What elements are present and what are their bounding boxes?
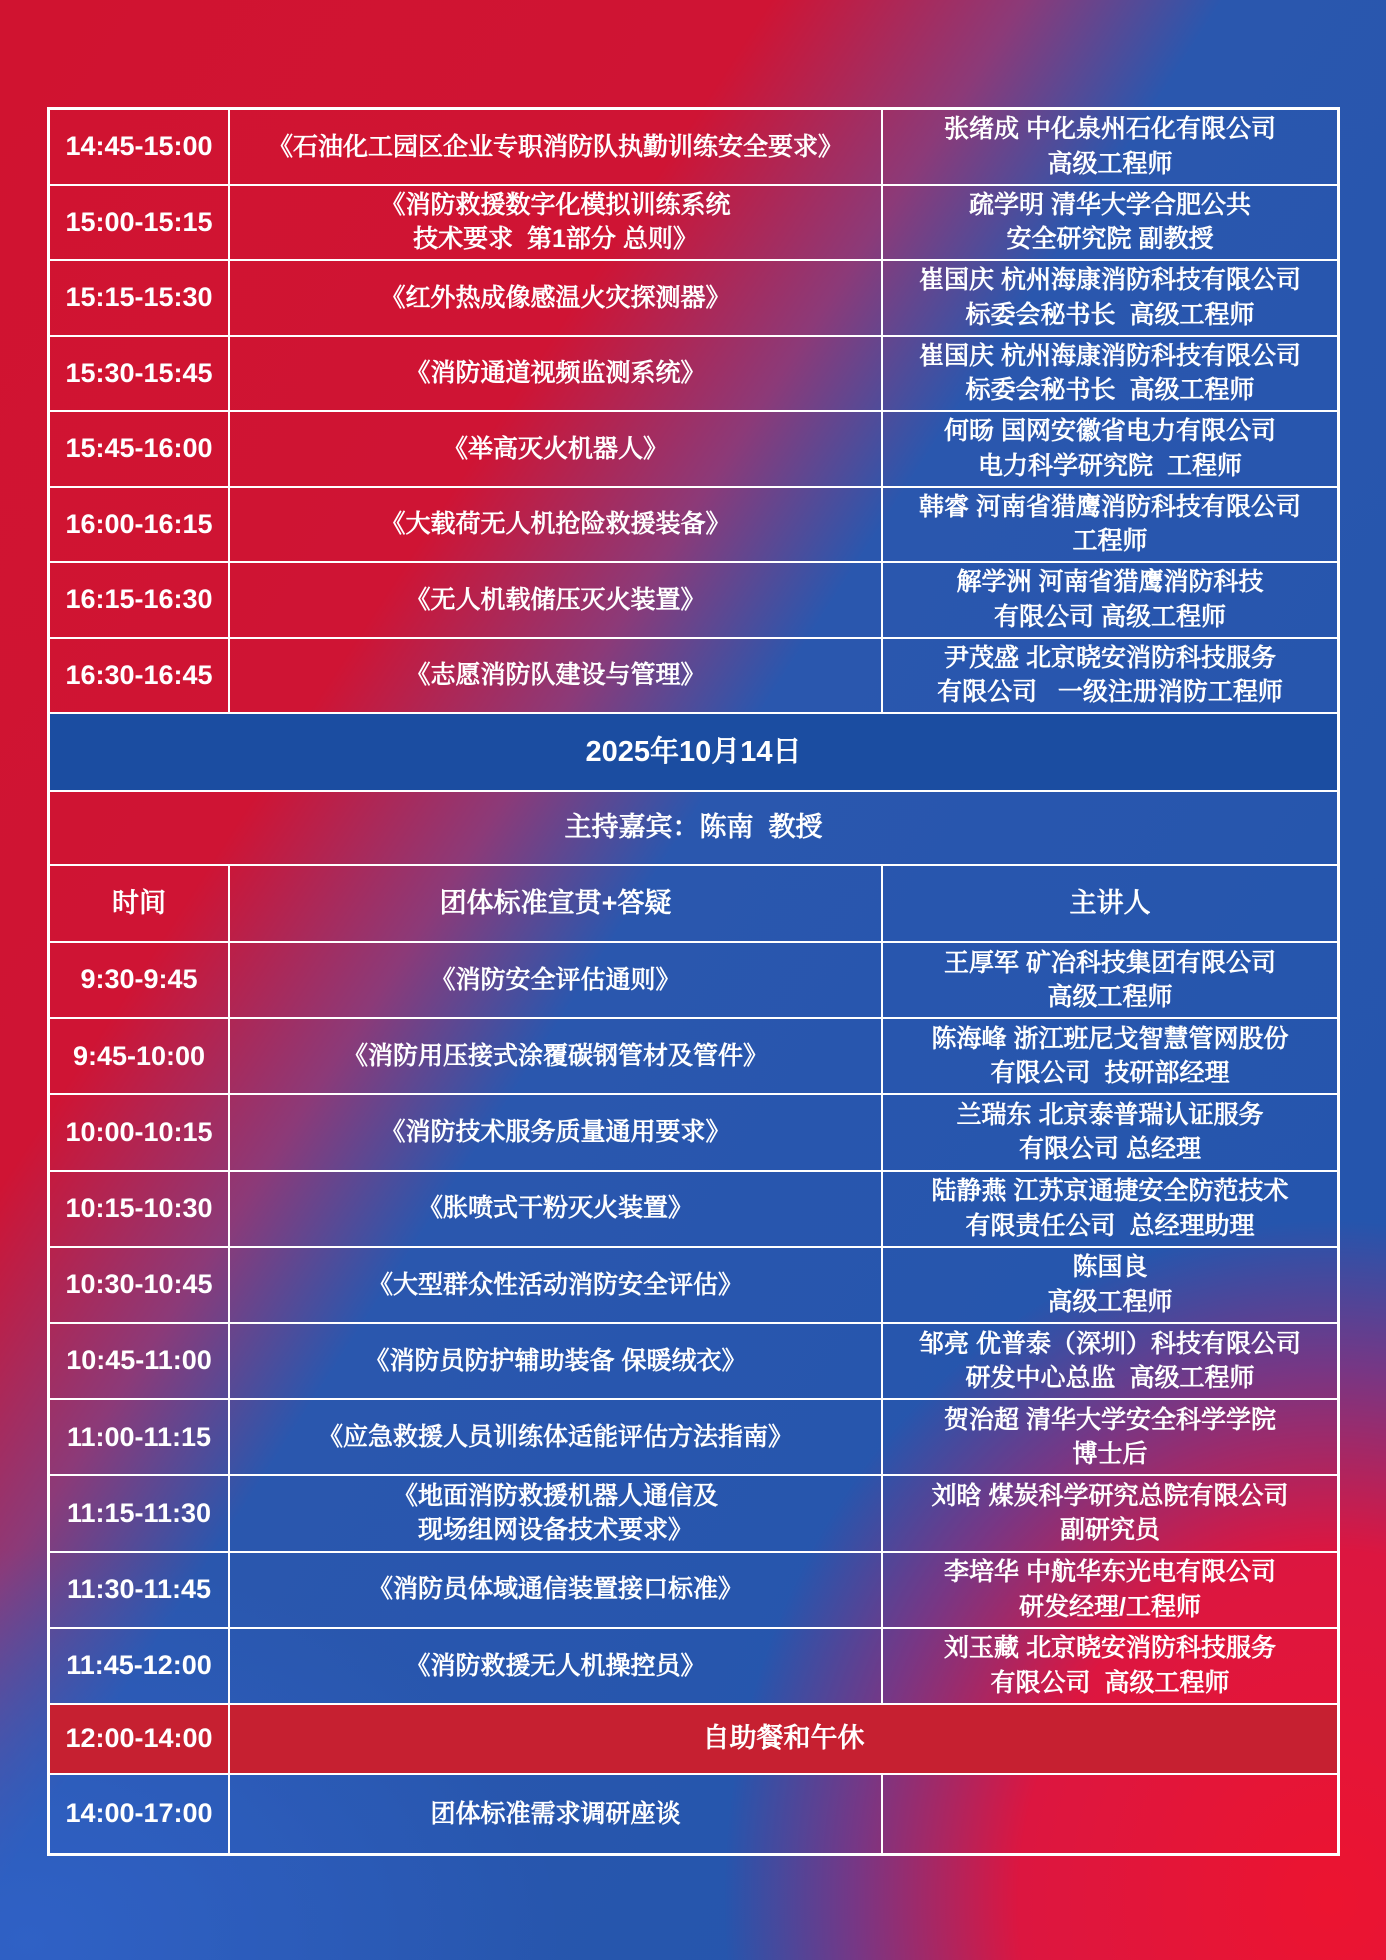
time-cell — [50, 488, 230, 562]
time-label: 10:30-10:45 — [65, 1269, 213, 1300]
speaker-title: 研发中心总监 高级工程师 — [965, 1364, 1255, 1393]
topic-title-line2: 技术要求 第1部分 总则》 — [413, 225, 698, 254]
table-row — [50, 1248, 1337, 1324]
topic-cell — [230, 1775, 883, 1853]
time-label: 11:15-11:30 — [66, 1497, 212, 1528]
time-cell — [50, 1095, 230, 1169]
header-time-cell — [50, 866, 230, 941]
lunch-row — [50, 1705, 1337, 1775]
topic-cell — [230, 488, 883, 562]
table-row — [50, 488, 1337, 564]
speaker-info: 疏学明 清华大学合肥公共 — [969, 190, 1251, 219]
table-row — [50, 1629, 1337, 1705]
speaker-title: 高级工程师 — [1047, 1287, 1173, 1316]
speaker-cell — [883, 261, 1337, 335]
speaker-info: 陆静燕 江苏京通捷安全防范技术 — [931, 1177, 1289, 1206]
table-row — [50, 1775, 1337, 1853]
speaker-info: 崔国庆 杭州海康消防科技有限公司 — [919, 341, 1301, 370]
speaker-title: 副研究员 — [1059, 1516, 1160, 1545]
topic-title: 《志愿消防队建设与管理》 — [405, 661, 706, 689]
topic-cell — [230, 1019, 883, 1093]
table-row — [50, 412, 1337, 488]
time-cell — [50, 1400, 230, 1474]
speaker-info: 崔国庆 杭州海康消防科技有限公司 — [919, 266, 1301, 295]
topic-title: 《红外热成像感温火灾探测器》 — [380, 283, 731, 312]
header-topic-cell — [230, 866, 883, 941]
table-row — [50, 110, 1337, 186]
time-label: 11:00-11:15 — [66, 1421, 212, 1452]
time-label: 11:30-11:45 — [66, 1573, 212, 1604]
topic-title: 《消防技术服务质量通用要求》 — [380, 1118, 731, 1147]
speaker-title: 高级工程师 — [1047, 149, 1173, 178]
speaker-title: 博士后 — [1072, 1440, 1148, 1469]
lunch-label: 自助餐和午休 — [702, 1723, 865, 1754]
speaker-cell — [883, 1400, 1337, 1474]
header-time-label: 时间 — [112, 887, 166, 918]
time-cell — [50, 1775, 230, 1853]
table-row — [50, 1095, 1337, 1171]
table-row — [50, 563, 1337, 639]
speaker-cell — [883, 1476, 1337, 1550]
time-cell — [50, 1324, 230, 1398]
topic-cell — [230, 261, 883, 335]
speaker-title: 工程师 — [1072, 527, 1148, 556]
table-row — [50, 1324, 1337, 1400]
topic-title: 《无人机载储压灭火装置》 — [405, 585, 706, 614]
time-label: 9:30-9:45 — [80, 964, 198, 995]
time-cell — [50, 337, 230, 411]
date-banner — [50, 714, 1337, 790]
time-label: 10:45-11:00 — [66, 1345, 212, 1376]
speaker-cell — [883, 186, 1337, 260]
speaker-title: 有限公司 总经理 — [1019, 1135, 1201, 1164]
topic-title: 《举高灭火机器人》 — [442, 434, 668, 463]
speaker-info: 邹亮 优普泰（深圳）科技有限公司 — [919, 1329, 1301, 1358]
time-label: 12:00-14:00 — [65, 1723, 213, 1754]
time-cell — [50, 639, 230, 713]
speaker-cell-empty — [883, 1775, 1337, 1853]
host-cell — [50, 792, 1337, 864]
speaker-title: 标委会秘书长 高级工程师 — [965, 300, 1255, 329]
topic-title: 《地面消防救援机器人通信及 — [392, 1481, 718, 1510]
header-speaker-label: 主讲人 — [1069, 887, 1151, 918]
speaker-cell — [883, 1019, 1337, 1093]
speaker-cell — [883, 1629, 1337, 1703]
date-banner-row — [50, 714, 1337, 792]
time-cell — [50, 1629, 230, 1703]
speaker-info: 李培华 中航华东光电有限公司 — [944, 1558, 1276, 1587]
speaker-cell — [883, 1095, 1337, 1169]
topic-cell — [230, 1476, 883, 1550]
topic-cell — [230, 943, 883, 1017]
speaker-title: 高级工程师 — [1047, 983, 1173, 1012]
speaker-cell — [883, 639, 1337, 713]
speaker-title: 研发经理/工程师 — [1019, 1592, 1201, 1621]
topic-title-line2: 现场组网设备技术要求》 — [417, 1516, 693, 1545]
speaker-info: 王厚军 矿冶科技集团有限公司 — [944, 948, 1276, 977]
topic-cell — [230, 1324, 883, 1398]
time-cell — [50, 261, 230, 335]
header-speaker-cell — [883, 866, 1337, 941]
time-label: 15:00-15:15 — [65, 206, 213, 237]
topic-title: 《大载荷无人机抢险救援装备》 — [380, 510, 731, 538]
speaker-info: 陈国良 — [1072, 1253, 1148, 1282]
topic-title: 《大型群众性活动消防安全评估》 — [367, 1270, 743, 1299]
table-row — [50, 1476, 1337, 1552]
time-label: 9:45-10:00 — [72, 1040, 206, 1071]
table-row — [50, 639, 1337, 715]
table-row — [50, 337, 1337, 413]
date-label: 2025年10月14日 — [585, 735, 802, 768]
speaker-cell — [883, 110, 1337, 184]
topic-cell — [230, 1095, 883, 1169]
time-cell — [50, 1553, 230, 1627]
speaker-cell — [883, 1172, 1337, 1246]
topic-cell — [230, 337, 883, 411]
table-row — [50, 943, 1337, 1019]
time-cell — [50, 1172, 230, 1246]
time-label: 10:15-10:30 — [65, 1193, 213, 1224]
topic-title: 《应急救援人员训练体适能评估方法指南》 — [317, 1422, 793, 1451]
topic-cell — [230, 1629, 883, 1703]
speaker-cell — [883, 1324, 1337, 1398]
topic-cell — [230, 1172, 883, 1246]
speaker-info: 张绪成 中化泉州石化有限公司 — [944, 115, 1276, 144]
speaker-title: 有限责任公司 总经理助理 — [965, 1211, 1255, 1240]
speaker-cell — [883, 1248, 1337, 1322]
time-cell — [50, 563, 230, 637]
time-cell — [50, 110, 230, 184]
time-label: 15:30-15:45 — [65, 357, 213, 388]
time-cell — [50, 1476, 230, 1550]
time-label: 14:00-17:00 — [65, 1798, 213, 1829]
speaker-title: 标委会秘书长 高级工程师 — [965, 376, 1255, 405]
topic-title: 《消防员防护辅助装备 保暖绒衣》 — [364, 1346, 747, 1375]
speaker-title: 安全研究院 副教授 — [1006, 225, 1214, 254]
table-row — [50, 1172, 1337, 1248]
header-topic-label: 团体标准宣贯+答疑 — [439, 887, 672, 918]
time-label: 15:15-15:30 — [65, 282, 213, 313]
time-label: 11:45-12:00 — [66, 1650, 212, 1681]
speaker-title: 有限公司 技研部经理 — [990, 1059, 1230, 1088]
header-row — [50, 866, 1337, 943]
speaker-info: 韩睿 河南省猎鹰消防科技有限公司 — [919, 492, 1301, 521]
topic-title: 《石油化工园区企业专职消防队执勤训练安全要求》 — [267, 132, 843, 161]
time-cell — [50, 186, 230, 260]
table-row — [50, 186, 1337, 262]
time-label: 15:45-16:00 — [65, 433, 213, 464]
time-label: 16:15-16:30 — [65, 584, 213, 615]
speaker-cell — [883, 412, 1337, 486]
table-row — [50, 1553, 1337, 1629]
speaker-cell — [883, 488, 1337, 562]
speaker-info: 刘晗 煤炭科学研究总院有限公司 — [931, 1481, 1289, 1510]
speaker-title: 有限公司 高级工程师 — [994, 602, 1226, 631]
speaker-title: 有限公司 一级注册消防工程师 — [937, 678, 1283, 707]
time-cell — [50, 1248, 230, 1322]
speaker-cell — [883, 563, 1337, 637]
topic-cell — [230, 639, 883, 713]
speaker-cell — [883, 1553, 1337, 1627]
time-cell — [50, 1019, 230, 1093]
lunch-cell — [230, 1705, 1337, 1773]
topic-cell — [230, 1248, 883, 1322]
topic-title: 《消防救援无人机操控员》 — [405, 1651, 706, 1680]
topic-cell — [230, 1400, 883, 1474]
time-cell — [50, 1705, 230, 1773]
table-row — [50, 261, 1337, 337]
topic-cell — [230, 1553, 883, 1627]
topic-title: 《消防用压接式涂覆碳钢管材及管件》 — [342, 1042, 768, 1071]
speaker-info: 贺治超 清华大学安全科学学院 — [944, 1405, 1276, 1434]
topic-cell — [230, 110, 883, 184]
speaker-info: 陈海峰 浙江班尼戈智慧管网股份 — [931, 1024, 1289, 1053]
speaker-title: 电力科学研究院 工程师 — [978, 451, 1242, 480]
speaker-cell — [883, 943, 1337, 1017]
topic-title: 《消防救援数字化模拟训练系统 — [380, 190, 731, 219]
topic-title: 团体标准需求调研座谈 — [430, 1799, 681, 1828]
time-label: 14:45-15:00 — [65, 131, 213, 162]
topic-cell — [230, 563, 883, 637]
time-cell — [50, 943, 230, 1017]
speaker-info: 何旸 国网安徽省电力有限公司 — [944, 417, 1276, 446]
speaker-title: 有限公司 高级工程师 — [990, 1668, 1230, 1697]
topic-cell — [230, 186, 883, 260]
speaker-info: 解学洲 河南省猎鹰消防科技 — [956, 568, 1264, 597]
topic-title: 《消防通道视频监测系统》 — [405, 359, 706, 387]
topic-title: 《胀喷式干粉灭火装置》 — [417, 1194, 693, 1223]
agenda-table — [47, 107, 1340, 1856]
table-row — [50, 1400, 1337, 1476]
host-row — [50, 792, 1337, 866]
speaker-info: 刘玉藏 北京晓安消防科技服务 — [944, 1634, 1276, 1663]
host-label: 主持嘉宾：陈南 教授 — [564, 812, 823, 843]
time-label: 16:00-16:15 — [65, 508, 213, 539]
speaker-info: 兰瑞东 北京泰普瑞认证服务 — [956, 1100, 1264, 1129]
time-cell — [50, 412, 230, 486]
topic-title: 《消防员体域通信装置接口标准》 — [367, 1575, 743, 1604]
topic-title: 《消防安全评估通则》 — [430, 965, 681, 994]
topic-cell — [230, 412, 883, 486]
table-row — [50, 1019, 1337, 1095]
speaker-info: 尹茂盛 北京晓安消防科技服务 — [944, 643, 1276, 672]
speaker-cell — [883, 337, 1337, 411]
time-label: 16:30-16:45 — [65, 659, 213, 690]
time-label: 10:00-10:15 — [65, 1116, 213, 1147]
